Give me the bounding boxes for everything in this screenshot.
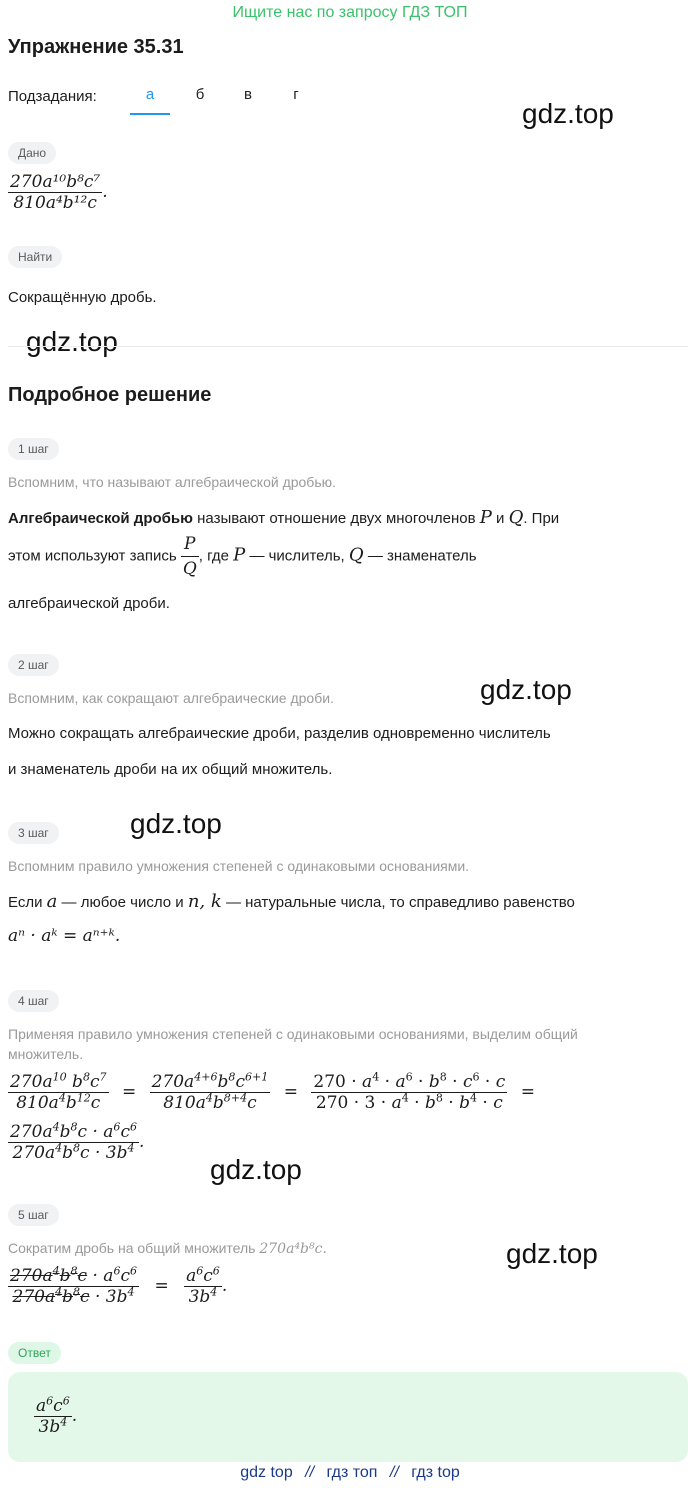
step-1-text-line3: алгебраической дроби.: [8, 595, 170, 612]
step-2-text-line2: и знаменатель дроби на их общий множитель.: [8, 761, 333, 778]
find-text: Сокращённую дробь.: [8, 289, 157, 306]
step-2-chip: 2 шаг: [8, 654, 59, 676]
subtasks-label: Подзадания:: [8, 88, 97, 105]
step-4-chip: 4 шаг: [8, 990, 59, 1012]
subtask-tab-a[interactable]: а: [130, 86, 170, 115]
watermark: gdz.top: [506, 1238, 598, 1269]
step-1-chip: 1 шаг: [8, 438, 59, 460]
footer-link-1[interactable]: gdz top: [240, 1464, 293, 1481]
step-4-hint-line2: множитель.: [8, 1046, 84, 1062]
footer-link-3[interactable]: гдз top: [411, 1464, 460, 1481]
step-4-hint: Применяя правило умножения степеней с одинаковыми основаниями, выделим общий: [8, 1026, 578, 1042]
step-1-hint: Вспомним, что называют алгебраической дробью.: [8, 474, 337, 490]
footer-separator: //: [389, 1464, 399, 1481]
step-2-hint: Вспомним, как сокращают алгебраические дроби.: [8, 690, 334, 706]
given-chip: Дано: [8, 142, 56, 164]
footer-separator: //: [305, 1464, 315, 1481]
watermark: gdz.top: [480, 674, 572, 705]
step-3-text: Если a — любое число и n, k — натуральные числа, то справедливо равенство: [8, 891, 575, 912]
step-3-hint: Вспомним правило умножения степеней с одинаковыми основаниями.: [8, 858, 470, 874]
page-title: Упражнение 35.31: [8, 36, 184, 58]
watermark: gdz.top: [26, 326, 118, 357]
footer: [0, 1464, 700, 1482]
divider: [8, 346, 688, 347]
subtask-tab-b[interactable]: б: [195, 86, 205, 103]
subtask-tab-v[interactable]: в: [244, 86, 252, 103]
watermark: gdz.top: [210, 1154, 302, 1185]
answer-box: [8, 1372, 688, 1462]
given-fraction: $\frac{\text{270a¹⁰b⁸c⁷}}{\text{810a⁴b¹²c}}$ .: [10, 172, 108, 213]
step-5-equation: $\frac{270a^4b^8c \cdot a^6c^6}{270a^4b^8c \cdot 3b^4}$ = $\frac{a^6c^6}{3b^4}$ .: [10, 1264, 228, 1307]
step-5-hint: Сократим дробь на общий множитель 270a⁴b⁸c.: [8, 1240, 327, 1257]
step-3-chip: 3 шаг: [8, 822, 59, 844]
step-1-text-line2: этом используют запись $\frac{P}{Q}$ , где P — числитель, Q — знаменатель: [8, 534, 477, 579]
step-5-chip: 5 шаг: [8, 1204, 59, 1226]
footer-link-2[interactable]: гдз топ: [326, 1464, 378, 1481]
step-3-formula: aⁿ · aᵏ = aⁿ⁺ᵏ.: [8, 926, 121, 946]
answer-fraction: $\frac{a^6c^6}{3b^4}$ .: [36, 1394, 78, 1437]
step-2-text: Можно сокращать алгебраические дроби, разделив одновременно числитель: [8, 725, 551, 742]
watermark: gdz.top: [130, 808, 222, 839]
step-1-text: Алгебраической дробью называют отношение двух многочленов P и Q. При: [8, 507, 560, 528]
step-4-equation-line2: $\frac{270a^4b^8c \cdot a^6c^6}{270a^4b^8c \cdot 3b^4}$ .: [10, 1120, 145, 1163]
solution-title: Подробное решение: [8, 384, 212, 406]
watermark: gdz.top: [522, 98, 614, 129]
answer-chip: Ответ: [8, 1342, 61, 1364]
promo-banner[interactable]: Ищите нас по запросу ГДЗ ТОП: [232, 4, 468, 21]
step-4-equation: $\frac{270a^{10} b^8c^7}{810a^4b^{12}c}$ = $\frac{270a^{4+6}b^8c^{6+1}}{810a^4b^{8+4}c}$ = $\frac{270 \cdot a^4 \cdot a^6 \cdot b^8 \cdot c^6 \cdot c}{270 \cdot 3 \cdot a^4 \cdot b^8 \cdot b^4 \cdot c}$ =: [10, 1070, 535, 1113]
find-chip: Найти: [8, 246, 62, 268]
subtask-tab-g[interactable]: г: [293, 86, 299, 103]
